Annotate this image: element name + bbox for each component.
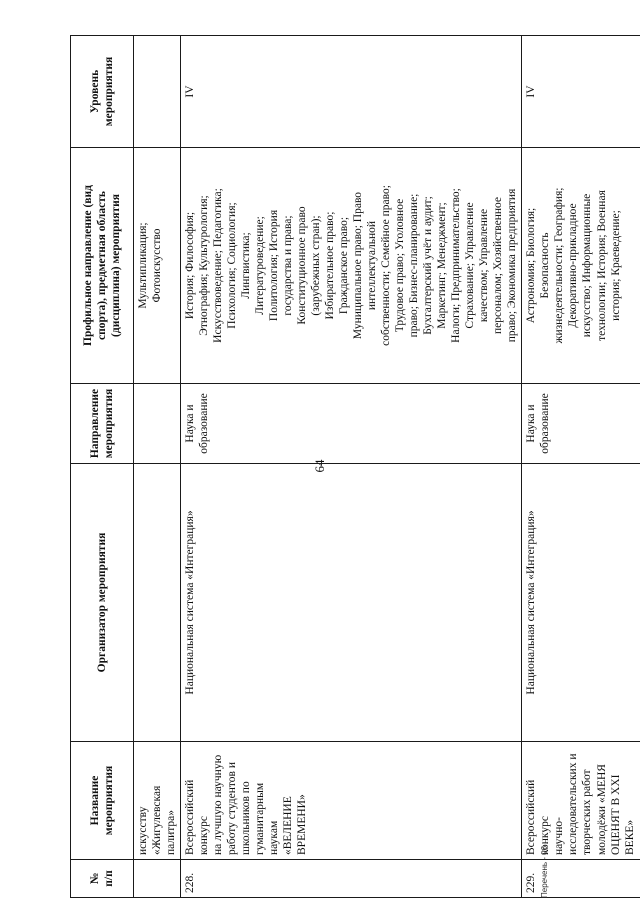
header-organizer: Организатор мероприятия: [71, 464, 134, 742]
cell-level: IV: [181, 36, 522, 148]
footer-note: Перечень - 06: [540, 845, 549, 898]
cell-title: Всероссийский конкурс научно- исследовательских и творческих работ молодёжи «МЕНЯ ОЦЕНЯТ В XXI ВЕКЕ»: [522, 742, 640, 860]
table-header-row: [71, 36, 134, 898]
cell-num: [134, 860, 181, 898]
cell-title: искусству «Жигулевская палитра»: [134, 742, 181, 860]
table-row: [522, 36, 640, 898]
cell-organizer: Национальная система «Интеграция»: [522, 464, 640, 742]
header-field: Профильное направление (вид спорта), предметная область (дисциплина) мероприятия: [71, 148, 134, 384]
cell-organizer: Национальная система «Интеграция»: [181, 464, 522, 742]
cell-direction: Наука и образование: [181, 384, 522, 464]
cell-direction: [134, 384, 181, 464]
events-table: [70, 35, 640, 898]
rotated-table-area: [70, 36, 636, 898]
cell-level: [134, 36, 181, 148]
cell-level: IV: [522, 36, 640, 148]
cell-field: Мультипликация; Фотоискусство: [134, 148, 181, 384]
header-title: Название мероприятия: [71, 742, 134, 860]
header-direction: Направление мероприятия: [71, 384, 134, 464]
cell-field: История; Философия; Этнография; Культурология; Искусствоведение; Педагогика; Психология; Социология; Лингвистика; Литературоведение; Политология; История государства и права; Конституционное право (зарубежных стран); Избирательное право; Гражданское право; Муниципальное право; Право интеллектуальной собственности; Семейное право; Трудовое право; Уголовное право; Бизнес-планирование; Бухгалтерский учёт и аудит; Маркетинг; Менеджмент; Налоги; Предпринимательство; Страхование; Управление качеством; Управление персоналом; Хозяйственное право; Экономика предприятия: [181, 148, 522, 384]
header-level: Уровень мероприятия: [71, 36, 134, 148]
cell-num: 228.: [181, 860, 522, 898]
header-num: № п/п: [71, 860, 134, 898]
page-number: 64: [312, 459, 327, 473]
cell-num: 229.: [522, 860, 640, 898]
table-row-continuation: [134, 36, 181, 898]
cell-direction: Наука и образование: [522, 384, 640, 464]
cell-field: Астрономия; Биология; Безопасность жизнедеятельности; География; Декоративно-прикладное искусство; Информационные технологии; История; Военная история; Краеведение;: [522, 148, 640, 384]
table-container: [70, 36, 636, 898]
cell-organizer: [134, 464, 181, 742]
table-row: [181, 36, 522, 898]
cell-title: Всероссийский конкурс на лучшую научную работу студентов и школьников по гуманитарным наукам «ВЕЛЕНИЕ ВРЕМЕНИ»: [181, 742, 522, 860]
